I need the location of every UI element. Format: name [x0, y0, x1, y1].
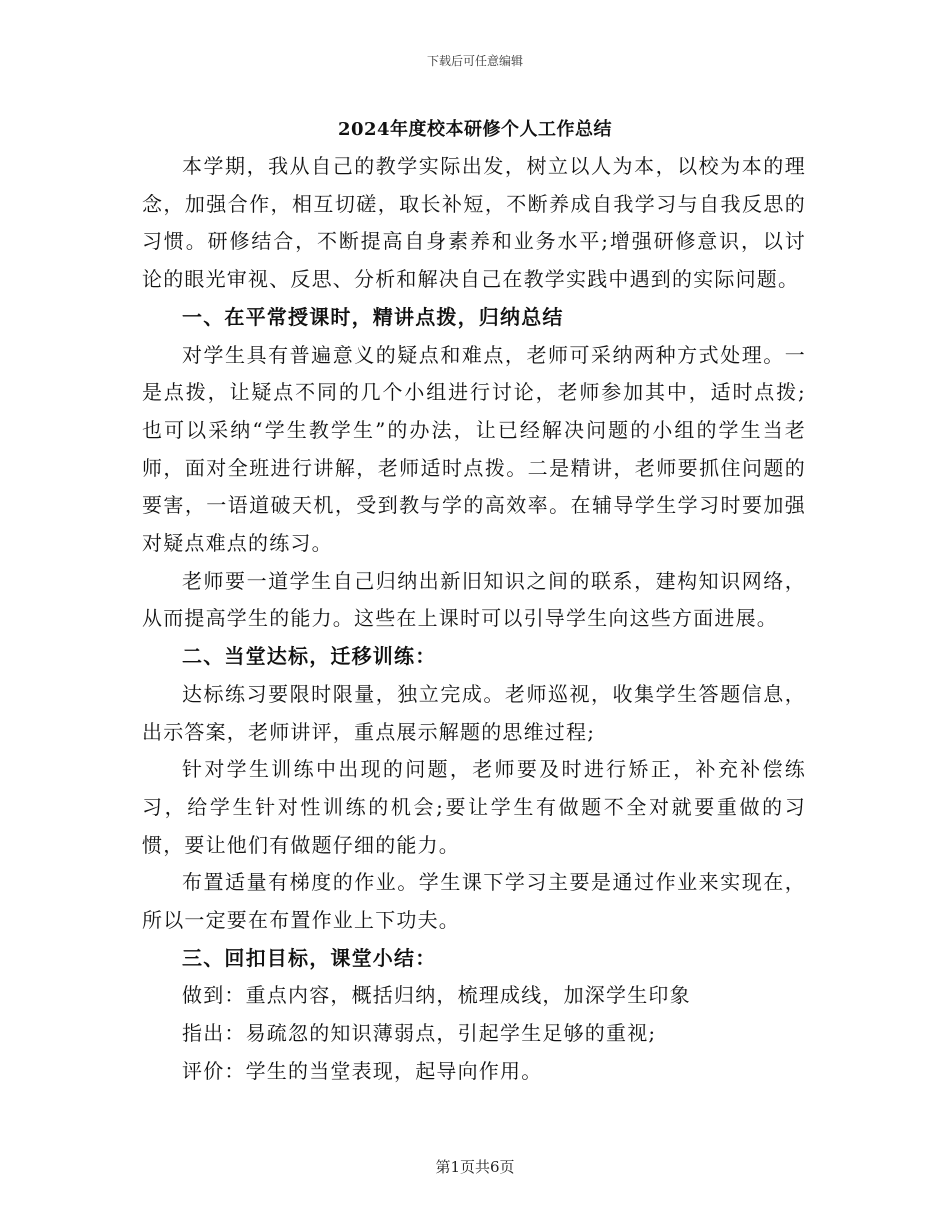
page-number: 第1页共6页 [435, 1158, 515, 1176]
body-paragraph: 做到：重点内容，概括归纳，梳理成线，加深学生印象 [182, 983, 691, 1008]
section-heading-1: 一、在平常授课时，精讲点拨，归纳总结 [182, 304, 564, 329]
body-paragraph: 布置适量有梯度的作业。学生课下学习主要是通过作业来实现在，所以一定要在布置作业上下功夫。 [142, 870, 806, 933]
body-paragraph: 达标练习要限时限量，独立完成。老师巡视，收集学生答题信息，出示答案，老师讲评，重点展示解题的思维过程; [142, 681, 806, 744]
intro-paragraph: 本学期，我从自己的教学实际出发，树立以人为本，以校为本的理念，加强合作，相互切磋，取长补短，不断养成自我学习与自我反思的习惯。研修结合，不断提高自身素养和业务水平;增强研修意识，以讨论的眼光审视、反思、分析和解决自己在教学实践中遇到的实际问题。 [142, 154, 806, 292]
section-heading-3: 三、回扣目标，课堂小结： [182, 945, 437, 970]
document-body [142, 148, 806, 1091]
body-paragraph: 评价：学生的当堂表现，起导向作用。 [182, 1058, 543, 1083]
body-paragraph: 指出：易疏忽的知识薄弱点，引起学生足够的重视; [182, 1021, 657, 1046]
body-paragraph: 对学生具有普遍意义的疑点和难点，老师可采纳两种方式处理。一是点拨，让疑点不同的几个小组进行讨论，老师参加其中，适时点拨;也可以采纳“学生教学生”的办法，让已经解决问题的小组的学生当老师，面对全班进行讲解，老师适时点拨。二是精讲，老师要抓住问题的要害，一语道破天机，受到教与学的高效率。在辅导学生学习时要加强对疑点难点的练习。 [142, 342, 806, 556]
document-title: 2024年度校本研修个人工作总结 [337, 119, 613, 140]
page-header-note: 下载后可任意编辑 [426, 54, 523, 68]
body-paragraph: 针对学生训练中出现的问题，老师要及时进行矫正，补充补偿练习，给学生针对性训练的机会;要让学生有做题不全对就要重做的习惯，要让他们有做题仔细的能力。 [142, 757, 806, 857]
body-paragraph: 老师要一道学生自己归纳出新旧知识之间的联系，建构知识网络，从而提高学生的能力。这些在上课时可以引导学生向这些方面进展。 [142, 568, 806, 631]
section-heading-2: 二、当堂达标，迁移训练： [182, 644, 437, 669]
